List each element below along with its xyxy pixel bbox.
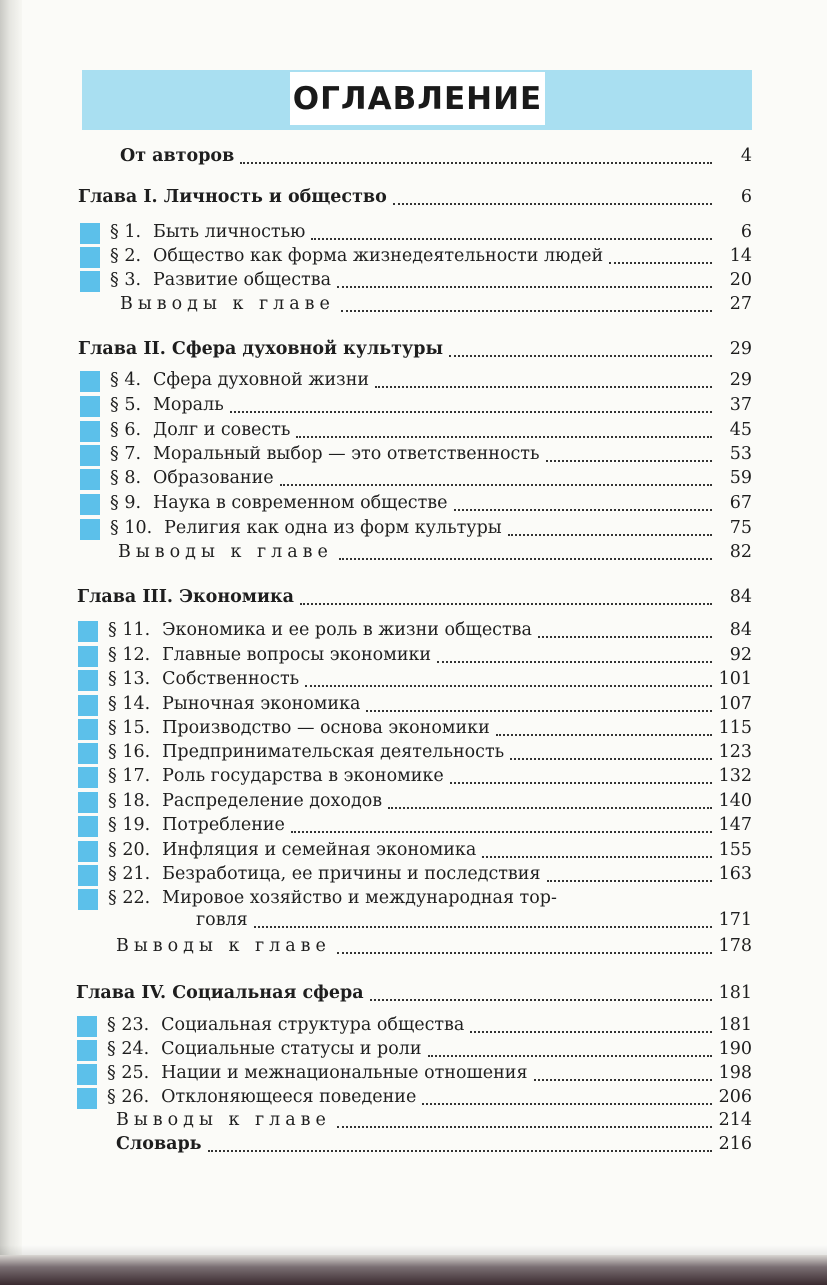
toc-entry-row <box>80 420 752 443</box>
entry-title: Мировое хозяйство и международная тор- <box>162 888 557 908</box>
page-number: 147 <box>718 815 752 835</box>
page-number: 6 <box>740 187 752 207</box>
toc-entry-row <box>80 246 752 269</box>
page-number: 214 <box>718 1110 752 1130</box>
page-number: 115 <box>718 718 752 738</box>
entry-title: Моральный выбор — это ответственность <box>153 444 540 464</box>
section-number: § 26. <box>107 1087 150 1107</box>
page-number: 123 <box>718 742 752 762</box>
entry-title: Развитие общества <box>153 270 332 290</box>
section-number: § 25. <box>107 1063 150 1083</box>
section-number: § 6. <box>110 420 142 440</box>
entry-title: Наука в современном обществе <box>153 493 448 513</box>
section-number: § 17. <box>108 766 151 786</box>
dot-leader <box>428 1055 712 1057</box>
entry-title: Выводы к главе <box>116 1110 331 1130</box>
page-number: 140 <box>718 791 752 811</box>
section-number: § 5. <box>110 395 142 415</box>
blue-marker <box>80 445 100 466</box>
entry-title: Глава II. Сфера духовной культуры <box>78 339 443 359</box>
section-number: § 18. <box>108 791 151 811</box>
section-number: § 7. <box>110 444 142 464</box>
dot-leader <box>370 999 712 1001</box>
page-number: 178 <box>718 936 752 956</box>
toc-chapter-row <box>120 146 752 169</box>
toc-entry-row <box>78 718 752 741</box>
page-number: 84 <box>729 620 752 640</box>
toc-entry-row <box>78 620 752 643</box>
toc-chapter-row <box>77 587 752 610</box>
section-number: § 23. <box>107 1015 150 1035</box>
entry-title: Роль государства в экономике <box>162 766 444 786</box>
entry-title: Рыночная экономика <box>162 694 361 714</box>
entry-title: Собственность <box>162 669 300 689</box>
page-edge-shadow <box>0 1245 827 1255</box>
toc-entry-row <box>78 840 752 863</box>
dot-leader <box>547 880 713 882</box>
page-number: 14 <box>729 246 752 266</box>
page-number: 84 <box>729 587 752 607</box>
toc-chapter-row <box>76 983 752 1006</box>
dot-leader <box>482 856 712 858</box>
toc-entry-row <box>80 493 752 516</box>
dot-leader <box>311 238 712 240</box>
dot-leader <box>291 831 712 833</box>
section-number: § 3. <box>110 270 142 290</box>
entry-title: Безработица, ее причины и последствия <box>162 864 541 884</box>
dot-leader <box>280 484 712 486</box>
page-number: 171 <box>718 910 752 930</box>
dot-leader <box>339 558 712 560</box>
section-number: § 14. <box>108 694 151 714</box>
blue-marker <box>80 247 100 268</box>
toc-entry-row <box>80 395 752 418</box>
entry-title: Общество как форма жизнедеятельности людей <box>153 246 604 266</box>
toc-summary-row <box>116 1110 752 1133</box>
section-number: § 16. <box>108 742 151 762</box>
dot-leader <box>300 603 712 605</box>
entry-title: Глава I. Личность и общество <box>78 187 387 207</box>
dot-leader <box>341 310 712 312</box>
section-number: § 4. <box>110 370 142 390</box>
section-number: § 1. <box>110 222 142 242</box>
page-title: ОГЛАВЛЕНИЕ <box>292 80 543 117</box>
dot-leader <box>296 436 712 438</box>
toc-entry-row <box>77 1063 752 1086</box>
page-number: 206 <box>718 1087 752 1107</box>
toc-entry-row <box>78 888 752 911</box>
blue-marker <box>80 271 100 292</box>
section-number: § 11. <box>108 620 151 640</box>
dot-leader <box>422 1103 712 1105</box>
entry-title: Нации и межнациональные отношения <box>161 1063 528 1083</box>
entry-title: Сфера духовной жизни <box>153 370 370 390</box>
dot-leader <box>388 807 712 809</box>
dot-leader <box>375 386 712 388</box>
blue-marker <box>77 1016 97 1037</box>
dot-leader <box>450 782 712 784</box>
toc-chapter-row <box>116 1134 752 1157</box>
dot-leader <box>470 1031 712 1033</box>
blue-marker <box>80 494 100 515</box>
dot-leader <box>496 734 712 736</box>
dot-leader <box>337 1126 712 1128</box>
dot-leader <box>230 411 712 413</box>
toc-entry-row <box>80 270 752 293</box>
blue-marker <box>78 621 98 642</box>
blue-marker <box>78 792 98 813</box>
blue-marker <box>78 646 98 667</box>
toc-entry-row <box>80 222 752 245</box>
page-number: 198 <box>718 1063 752 1083</box>
toc-entry-row <box>78 766 752 789</box>
blue-marker <box>78 719 98 740</box>
toc-continuation-row <box>196 910 752 933</box>
page-number: 29 <box>729 339 752 359</box>
entry-title: Словарь <box>116 1134 202 1154</box>
blue-marker <box>78 841 98 862</box>
entry-title: От авторов <box>120 146 235 166</box>
entry-title: Предпринимательская деятельность <box>162 742 505 762</box>
section-number: § 21. <box>108 864 151 884</box>
entry-title: говля <box>196 910 248 930</box>
entry-title: Социальные статусы и роли <box>161 1039 422 1059</box>
toc-entry-row <box>77 1087 752 1110</box>
page-number: 181 <box>718 1015 752 1035</box>
page-number: 6 <box>740 222 752 242</box>
page-number: 132 <box>718 766 752 786</box>
blue-marker <box>80 371 100 392</box>
toc-entry-row <box>80 370 752 393</box>
entry-title: Выводы к главе <box>116 936 331 956</box>
page-number: 53 <box>729 444 752 464</box>
page-number: 29 <box>729 370 752 390</box>
section-number: § 15. <box>108 718 151 738</box>
page-number: 82 <box>729 542 752 562</box>
entry-title: Быть личностью <box>153 222 306 242</box>
entry-title: Образование <box>153 468 274 488</box>
toc-entry-row <box>78 669 752 692</box>
toc-entry-row <box>80 518 752 541</box>
page-number: 75 <box>729 518 752 538</box>
page-number: 155 <box>718 840 752 860</box>
entry-title: Религия как одна из форм культуры <box>164 518 502 538</box>
blue-marker <box>78 670 98 691</box>
dot-leader <box>305 685 712 687</box>
toc-summary-row <box>116 936 752 959</box>
blue-marker <box>80 396 100 417</box>
entry-title: Глава IV. Социальная сфера <box>76 983 364 1003</box>
dot-leader <box>454 509 713 511</box>
entry-title: Отклоняющееся поведение <box>161 1087 417 1107</box>
blue-marker <box>78 743 98 764</box>
page-number: 216 <box>718 1134 752 1154</box>
dot-leader <box>449 355 712 357</box>
section-number: § 8. <box>110 468 142 488</box>
toc-entry-row <box>78 791 752 814</box>
section-number: § 10. <box>110 518 153 538</box>
page-number: 101 <box>718 669 752 689</box>
page-number: 181 <box>718 983 752 1003</box>
toc-entry-row <box>78 645 752 668</box>
dot-leader <box>337 952 712 954</box>
page-number: 163 <box>718 864 752 884</box>
dot-leader <box>208 1150 712 1152</box>
section-number: § 9. <box>110 493 142 513</box>
entry-title: Глава III. Экономика <box>77 587 294 607</box>
blue-marker <box>78 695 98 716</box>
page-number: 27 <box>729 294 752 314</box>
page-number: 190 <box>718 1039 752 1059</box>
toc-entry-row <box>77 1015 752 1038</box>
toc-chapter-row <box>78 339 752 362</box>
blue-marker <box>77 1064 97 1085</box>
toc-summary-row <box>120 294 752 317</box>
page-number: 59 <box>729 468 752 488</box>
book-cover-edge <box>0 1255 827 1285</box>
toc-summary-row <box>118 542 752 565</box>
dot-leader <box>254 926 712 928</box>
toc-chapter-row <box>78 187 752 210</box>
section-number: § 2. <box>110 246 142 266</box>
toc-entry-row <box>80 468 752 491</box>
page-number: 92 <box>729 645 752 665</box>
toc-entry-row <box>80 444 752 467</box>
section-number: § 19. <box>108 815 151 835</box>
dot-leader <box>337 286 712 288</box>
page-number: 20 <box>729 270 752 290</box>
blue-marker <box>78 889 98 910</box>
dot-leader <box>538 636 712 638</box>
page-number: 37 <box>729 395 752 415</box>
entry-title: Распределение доходов <box>162 791 383 811</box>
toc-entry-row <box>77 1039 752 1062</box>
section-number: § 12. <box>108 645 151 665</box>
dot-leader <box>508 534 712 536</box>
blue-marker <box>80 519 100 540</box>
entry-title: Мораль <box>153 395 224 415</box>
page-number: 67 <box>729 493 752 513</box>
entry-title: Выводы к главе <box>118 542 333 562</box>
entry-title: Выводы к главе <box>120 294 335 314</box>
entry-title: Социальная структура общества <box>161 1015 465 1035</box>
blue-marker <box>77 1040 97 1061</box>
toc-entry-row <box>78 864 752 887</box>
page-number: 45 <box>729 420 752 440</box>
dot-leader <box>534 1079 712 1081</box>
blue-marker <box>80 469 100 490</box>
entry-title: Долг и совесть <box>153 420 291 440</box>
entry-title: Главные вопросы экономики <box>162 645 432 665</box>
dot-leader <box>437 661 712 663</box>
blue-marker <box>78 816 98 837</box>
dot-leader <box>609 262 712 264</box>
blue-marker <box>77 1088 97 1109</box>
page-number: 107 <box>718 694 752 714</box>
blue-marker <box>78 865 98 886</box>
dot-leader <box>240 162 712 164</box>
entry-title: Потребление <box>162 815 285 835</box>
entry-title: Инфляция и семейная экономика <box>162 840 477 860</box>
dot-leader <box>393 203 712 205</box>
page-number: 4 <box>740 146 752 166</box>
blue-marker <box>78 767 98 788</box>
dot-leader <box>546 460 712 462</box>
blue-marker <box>80 223 100 244</box>
toc-entry-row <box>78 694 752 717</box>
section-number: § 24. <box>107 1039 150 1059</box>
dot-leader <box>366 710 712 712</box>
toc-entry-row <box>78 742 752 765</box>
blue-marker <box>80 421 100 442</box>
dot-leader <box>510 758 712 760</box>
section-number: § 13. <box>108 669 151 689</box>
entry-title: Экономика и ее роль в жизни общества <box>162 620 532 640</box>
section-number: § 22. <box>108 888 151 908</box>
section-number: § 20. <box>108 840 151 860</box>
toc-entry-row <box>78 815 752 838</box>
entry-title: Производство — основа экономики <box>162 718 490 738</box>
